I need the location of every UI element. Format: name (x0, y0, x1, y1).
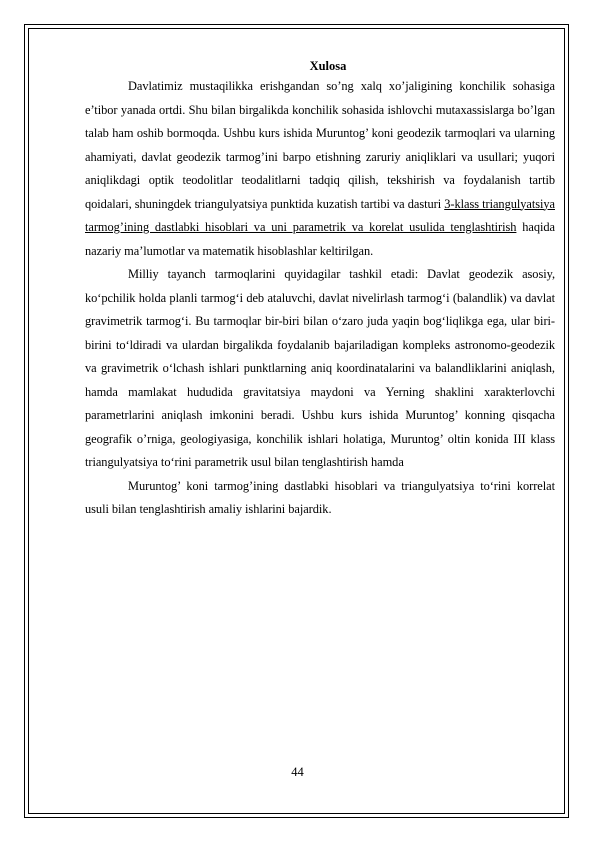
paragraph-1 (85, 75, 555, 263)
paragraph-3: Muruntog’ koni tarmog’ining dastlabki hisoblari va triangulyatsiya to‘rini korrelat usuli bilan tenglashtirish amaliy ishlarini bajardik. (85, 478, 555, 516)
paragraph-1-text-start: Davlatimiz mustaqilikka erishgandan so’ng xalq xo’jaligining konchilik sohasiga e’tibor yanada ortdi. Shu bilan birgalikda konchilik sohasida ishlovchi mutaxassislarga bo’lgan talab ham oshib bormoqda. Ushbu kurs ishida Muruntog’ koni geodezik tarmoqlari va ularning ahamiyati, davlat geodezik tarmog’ini barpo etishning zaruriy aniqliklari va usullari; yuqori aniqlikdagi optik teodolitlar teodalitlarni tadqiq qilish, tekshirish va foydalanish tartib qoidalari, shuningdek triangulyatsiya punktida kuzatish tartibi va dasturi (85, 79, 555, 211)
section-title: Xulosa (309, 59, 347, 73)
underlined-topic-link[interactable]: 3-klass triangulyatsiya tarmog’ining dastlabki hisoblari va uni parametrik va korelat usulida tenglashtirish (85, 196, 555, 234)
page-number: 44 (291, 765, 304, 779)
paragraph-1-text-end: haqida nazariy ma’lumotlar va matematik hisoblashlar keltirilgan. (85, 220, 555, 258)
document-body (85, 58, 555, 522)
paragraph-2: Milliy tayanch tarmoqlarini quyidagilar tashkil etadi: Davlat geodezik asosiy, ko‘pchilik holda planli tarmog‘i deb ataluvchi, davlat nivelirlash tarmog‘i (balandlik) va davlat gravimetrik tarmog‘i. Bu tarmoqlar bir-biri bilan o‘zaro juda yaqin bog‘liqlikga ega, ular biri-birini to‘ldiradi va ulardan birgalikda foydalanib bajariladigan kompleks astronomo-geodezik va gravimetrik o‘lchash ishlari punktlarning aniq koordinatalarini va balandliklarini aniqlash, hamda mamlakat hududida gravitatsiya maydoni va Yerning shaklini xarakterlovchi parametrlarini aniqlash imkonini beradi. Ushbu kurs ishida Muruntog’ konning qisqacha geografik o’rniga, geologiyasiga, konchilik ishlari holatiga, Muruntog’ oltin konida III klass triangulyatsiya to‘rini parametrik usul bilan tenglashtirish hamda (85, 267, 555, 469)
